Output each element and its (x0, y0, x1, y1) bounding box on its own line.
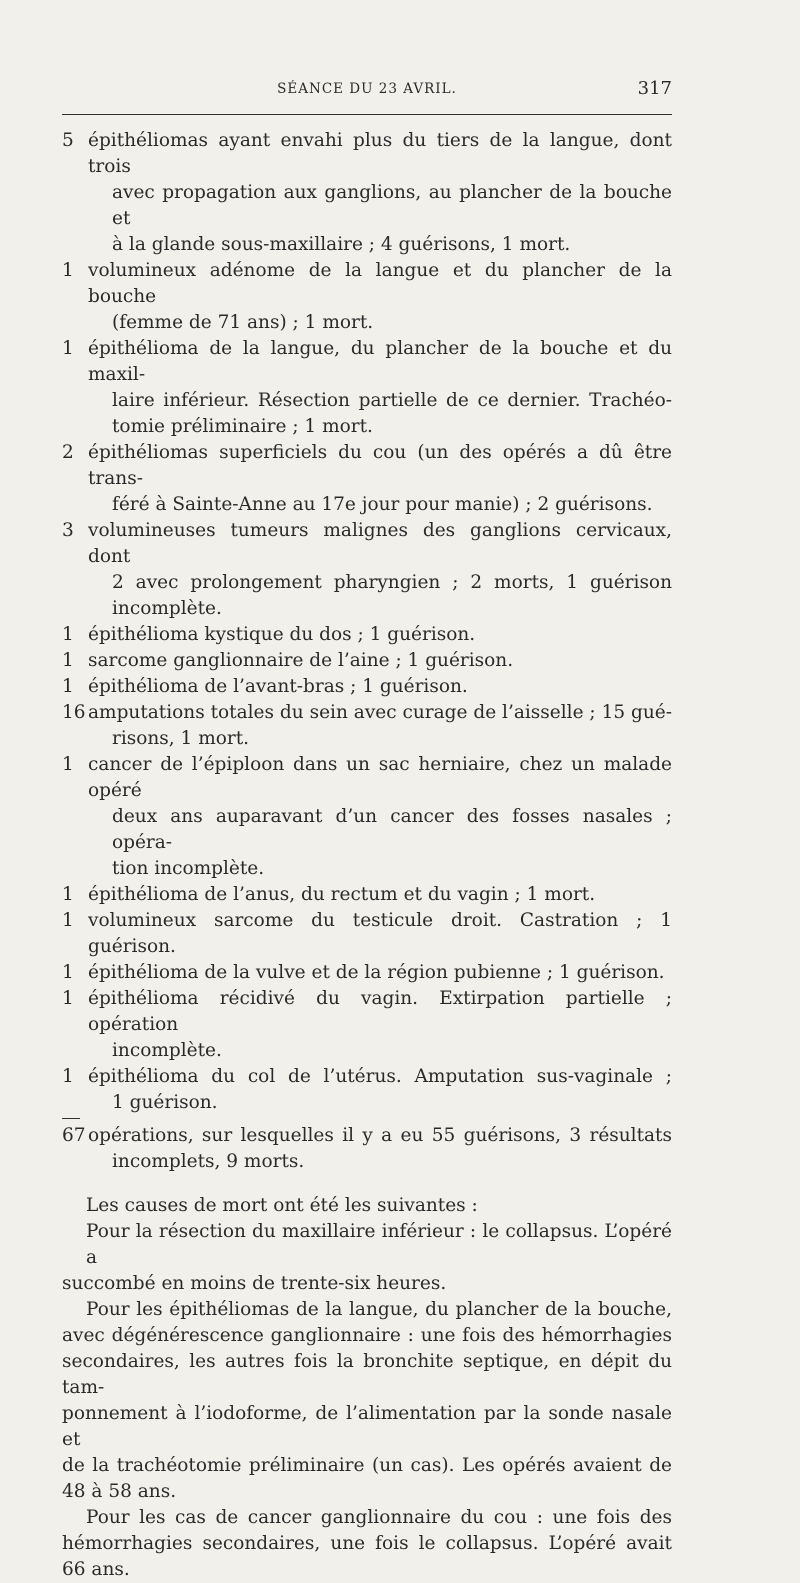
body-text (62, 128, 672, 1583)
text-line: épithélioma de l’avant-bras ; 1 guérison. (88, 676, 468, 697)
case-description (88, 440, 672, 518)
text-line: risons, 1 mort. (112, 728, 250, 749)
list-item (62, 700, 672, 752)
text-line: deux ans auparavant d’un cancer des fosses nasales ; opéra- (112, 806, 672, 853)
text-line: Pour la résection du maxillaire inférieur : le collapsus. L’opéré a (86, 1221, 672, 1268)
text-line: épithélioma récidivé du vagin. Extirpation partielle ; opération (88, 988, 672, 1035)
text-line: épithélioma du col de l’utérus. Amputation sus-vaginale ; (88, 1066, 672, 1087)
case-description (88, 674, 672, 700)
case-description (88, 258, 672, 336)
text-line: incomplète. (112, 1040, 222, 1061)
case-description (88, 882, 672, 908)
text-line: épithélioma de l’anus, du rectum et du vagin ; 1 mort. (88, 884, 596, 905)
text-line: épithélioma de la vulve et de la région pubienne ; 1 guérison. (88, 962, 665, 983)
text-line: 2 avec prolongement pharyngien ; 2 morts, 1 guérison (112, 572, 672, 593)
text-line: Les causes de mort ont été les suivantes : (86, 1195, 478, 1216)
case-description (88, 960, 672, 986)
text-line: féré à Sainte-Anne au 17e jour pour manie) ; 2 guérisons. (112, 494, 653, 515)
case-count: 1 (62, 884, 74, 905)
text-line: avec dégénérescence ganglionnaire : une fois des hémorrhagies (62, 1325, 672, 1346)
case-count: 1 (62, 676, 74, 697)
list-item (62, 518, 672, 622)
text-line: (femme de 71 ans) ; 1 mort. (112, 312, 374, 333)
list-item (62, 908, 672, 960)
total-entry (62, 1123, 672, 1175)
case-description (88, 986, 672, 1064)
case-count: 1 (62, 338, 74, 359)
text-line: épithéliomas ayant envahi plus du tiers de la langue, dont trois (88, 130, 672, 177)
case-count: 67 (62, 1125, 86, 1146)
text-line: tion incomplète. (112, 858, 265, 879)
case-count: 2 (62, 442, 74, 463)
text-line: épithéliomas superficiels du cou (un des opérés a dû être trans- (88, 442, 672, 489)
list-item (62, 674, 672, 700)
text-line: 48 à 58 ans. (62, 1481, 177, 1502)
case-count: 1 (62, 910, 74, 931)
case-description (88, 128, 672, 258)
text-line: hémorrhagies secondaires, une fois le collapsus. L’opéré avait (62, 1533, 672, 1554)
case-count: 1 (62, 624, 74, 645)
text-line: Pour les cas de cancer ganglionnaire du cou : une fois des (86, 1507, 672, 1528)
list-item (62, 986, 672, 1064)
list-item (62, 882, 672, 908)
list-item (62, 1064, 672, 1116)
sum-rule (62, 1118, 80, 1119)
header-rule (62, 114, 672, 115)
page-header (62, 78, 672, 102)
paragraphs (62, 1193, 672, 1583)
case-count: 1 (62, 754, 74, 775)
case-description (88, 518, 672, 622)
text-line: cancer de l’épiploon dans un sac herniaire, chez un malade opéré (88, 754, 672, 801)
page-number: 317 (637, 78, 672, 99)
case-description (88, 1123, 672, 1175)
list-item (62, 622, 672, 648)
list-item (62, 440, 672, 518)
case-description (88, 700, 672, 752)
paragraph (62, 1505, 672, 1583)
text-line: succombé en moins de trente-six heures. (62, 1273, 447, 1294)
text-line: épithélioma de la langue, du plancher de la bouche et du maxil- (88, 338, 672, 385)
list-item (62, 1123, 672, 1175)
paragraph (62, 1297, 672, 1505)
case-count: 1 (62, 962, 74, 983)
case-count: 16 (62, 702, 86, 723)
text-line: volumineuses tumeurs malignes des ganglions cervicaux, dont (88, 520, 672, 567)
case-count: 3 (62, 520, 74, 541)
case-count: 1 (62, 260, 74, 281)
case-list (62, 128, 672, 1116)
paragraph (62, 1219, 672, 1297)
case-description (88, 908, 672, 960)
case-description (88, 336, 672, 440)
text-line: opérations, sur lesquelles il y a eu 55 guérisons, 3 résultats (88, 1125, 672, 1146)
text-line: tomie préliminaire ; 1 mort. (112, 416, 373, 437)
text-line: incomplète. (112, 598, 222, 619)
text-line: à la glande sous-maxillaire ; 4 guérisons, 1 mort. (112, 234, 571, 255)
text-line: volumineux adénome de la langue et du plancher de la bouche (88, 260, 672, 307)
text-line: secondaires, les autres fois la bronchite septique, en dépit du tam- (62, 1351, 672, 1398)
text-line: Pour les épithéliomas de la langue, du plancher de la bouche, (86, 1299, 672, 1320)
case-count: 1 (62, 650, 74, 671)
text-line: sarcome ganglionnaire de l’aine ; 1 guérison. (88, 650, 514, 671)
text-line: de la trachéotomie préliminaire (un cas). Les opérés avaient de (62, 1455, 672, 1476)
text-line: 66 ans. (62, 1559, 130, 1580)
text-line: épithélioma kystique du dos ; 1 guérison. (88, 624, 476, 645)
text-line: ponnement à l’iodoforme, de l’alimentation par la sonde nasale et (62, 1403, 672, 1450)
list-item (62, 648, 672, 674)
list-item (62, 258, 672, 336)
text-line: 1 guérison. (112, 1092, 218, 1113)
text-line: laire inférieur. Résection partielle de ce dernier. Trachéo- (112, 390, 672, 411)
paragraph (62, 1193, 672, 1219)
case-count: 1 (62, 988, 74, 1009)
list-item (62, 752, 672, 882)
list-item (62, 960, 672, 986)
text-line: incomplets, 9 morts. (112, 1151, 305, 1172)
running-title: SÉANCE DU 23 AVRIL. (277, 81, 457, 97)
text-line: volumineux sarcome du testicule droit. Castration ; 1 guérison. (88, 910, 672, 957)
case-description (88, 622, 672, 648)
text-line: amputations totales du sein avec curage de l’aisselle ; 15 gué- (88, 702, 672, 723)
case-description (88, 752, 672, 882)
case-count: 5 (62, 130, 74, 151)
case-description (88, 1064, 672, 1116)
case-count: 1 (62, 1066, 74, 1087)
text-line: avec propagation aux ganglions, au plancher de la bouche et (112, 182, 672, 229)
list-item (62, 128, 672, 258)
case-description (88, 648, 672, 674)
list-item (62, 336, 672, 440)
